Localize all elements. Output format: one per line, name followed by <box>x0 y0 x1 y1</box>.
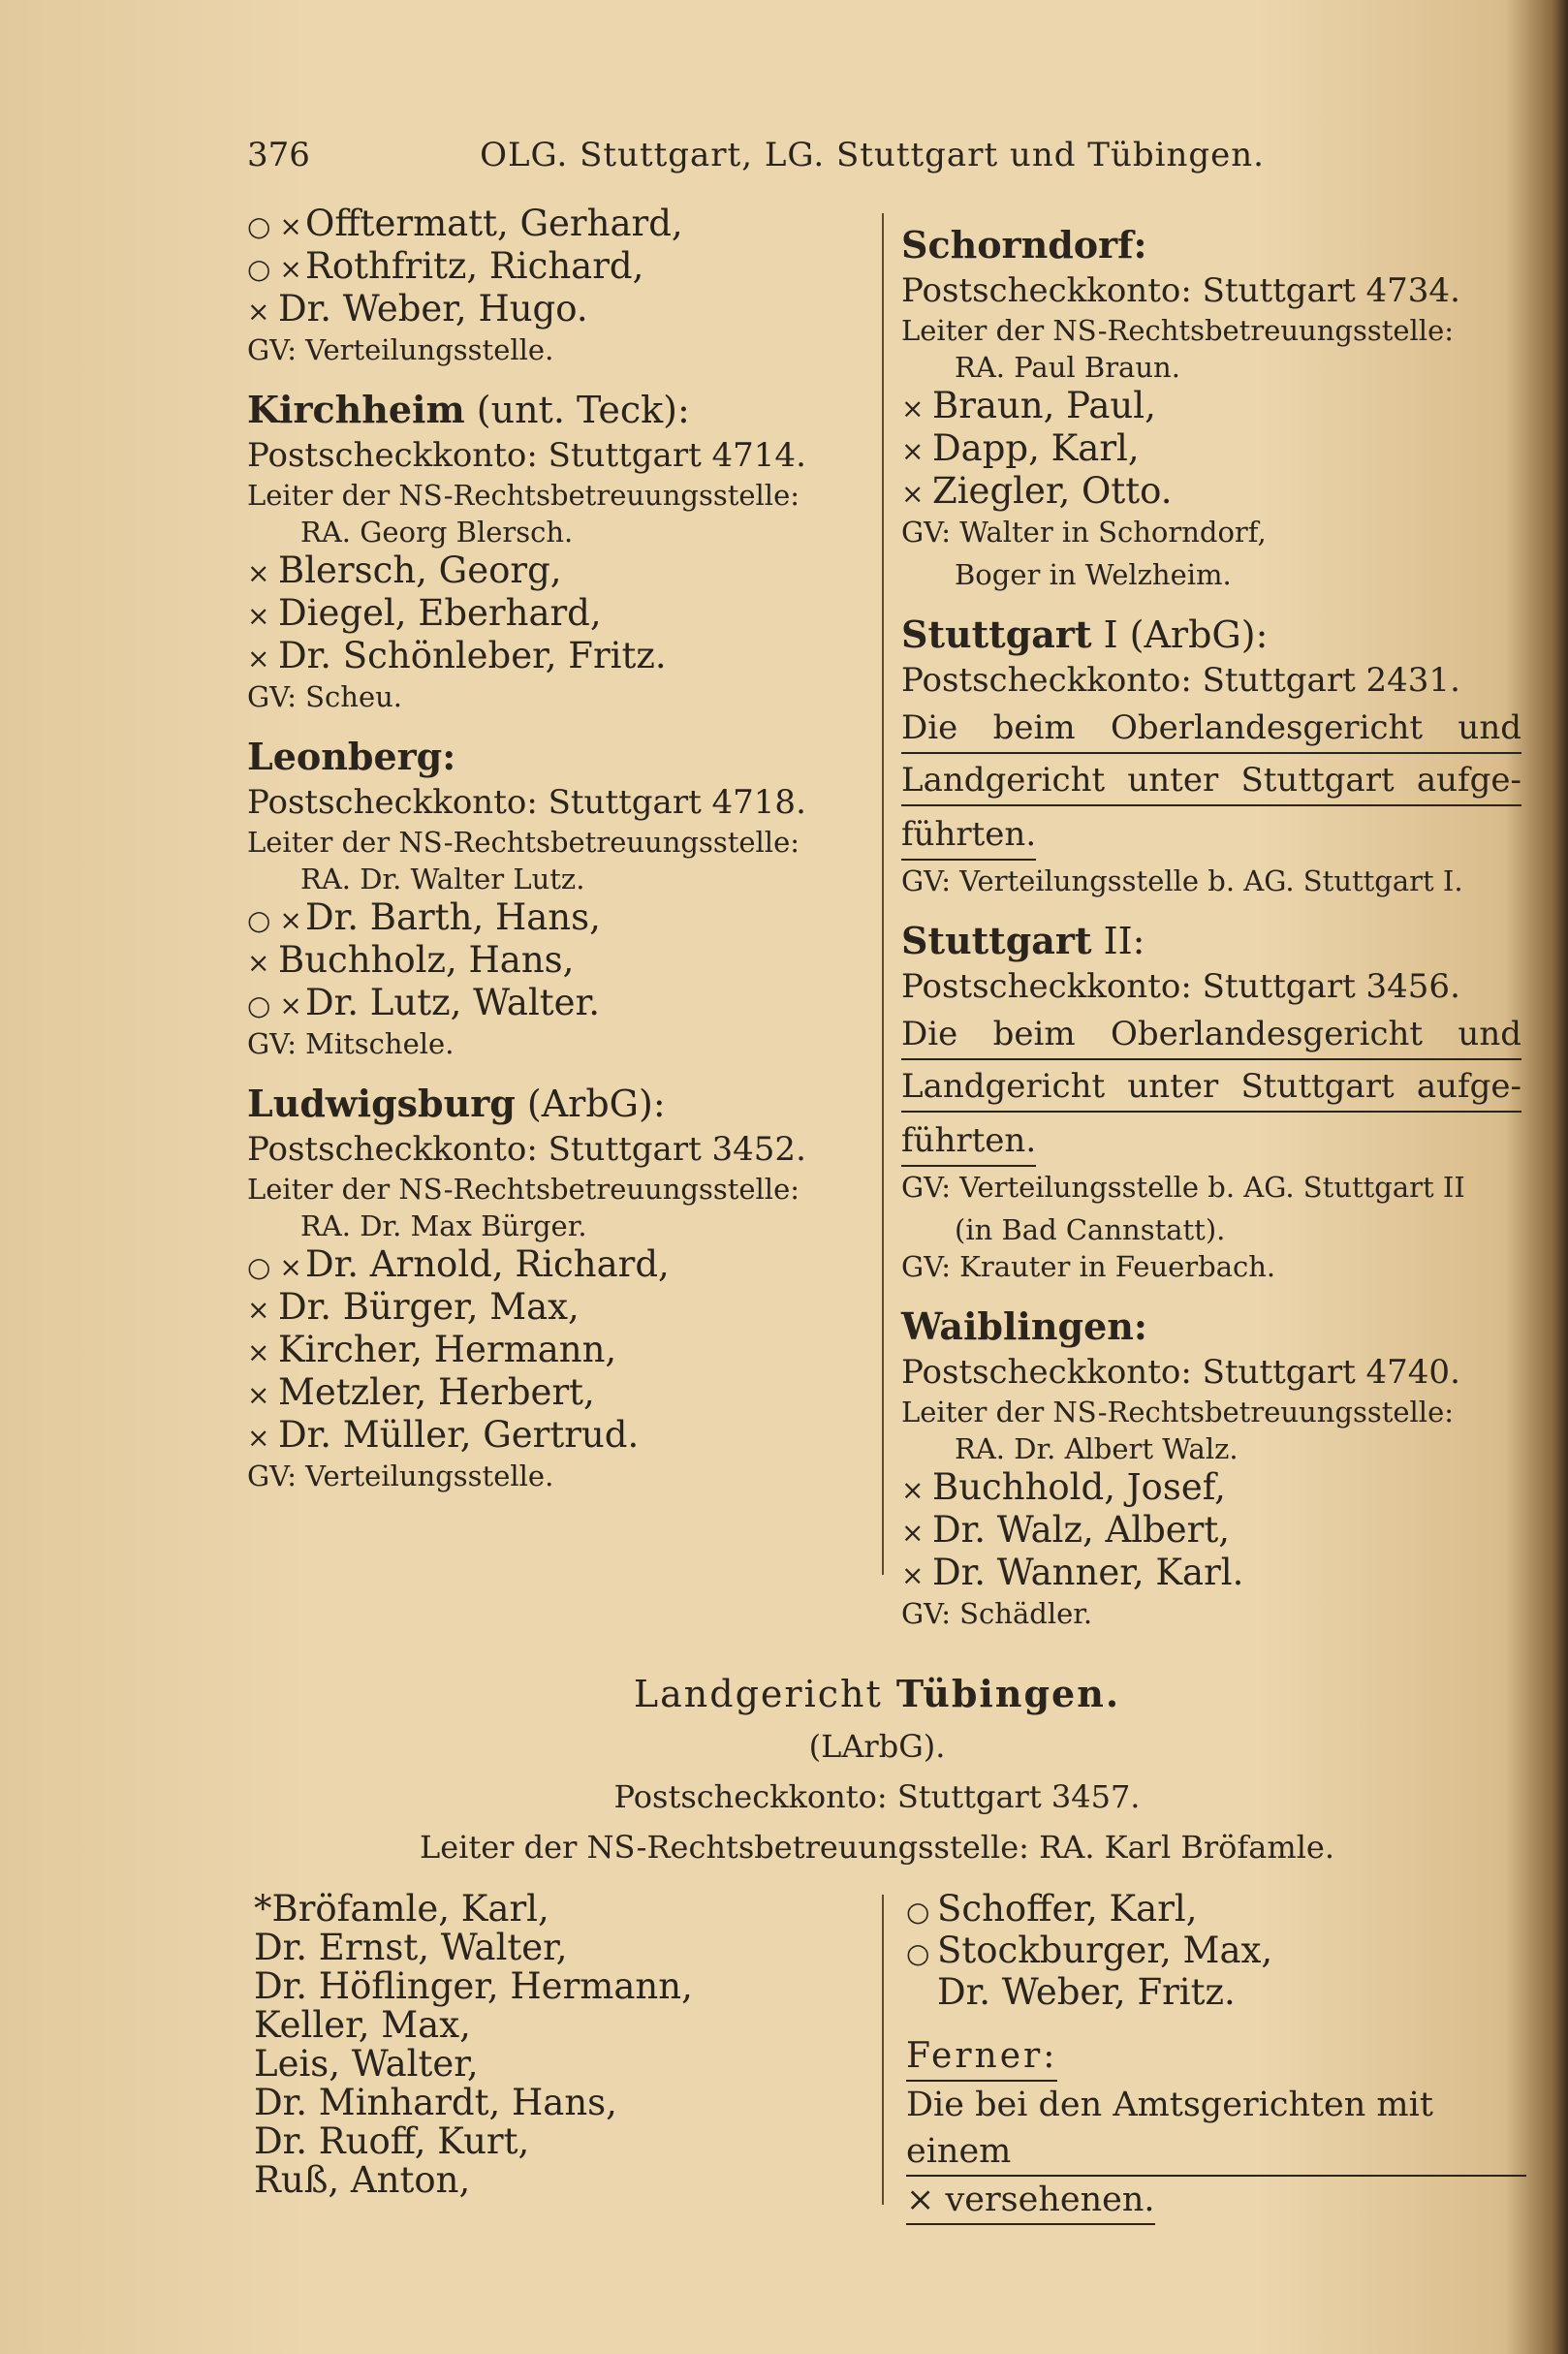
list-item: *Bröfamle, Karl, <box>254 1888 549 1930</box>
entry-mark: ○ × <box>247 1251 302 1283</box>
list-item: Dr. Ruoff, Kurt, <box>254 2120 530 2162</box>
leiter-line: Leiter der NS-Rechtsbetreuungsstelle: <box>901 314 1455 347</box>
list-item <box>247 897 867 940</box>
gv-line: GV: Walter in Schorndorf, <box>901 516 1267 549</box>
entry-mark: ○ × <box>247 253 302 285</box>
gv-line: GV: Krauter in Feuerbach. <box>901 1250 1276 1283</box>
list-item <box>247 1287 867 1330</box>
underlined-note: Landgericht unter Stuttgart aufge- <box>901 1062 1521 1113</box>
postscheck-line: Postscheckkonto: Stuttgart 4734. <box>901 271 1460 310</box>
court-heading <box>901 917 1521 965</box>
gv-line: GV: Verteilungsstelle b. AG. Stuttgart II <box>901 1171 1465 1204</box>
court-name: Kirchheim <box>247 388 465 431</box>
list-item <box>901 386 1521 428</box>
entry-name: Dr. Schönleber, Fritz. <box>278 635 667 676</box>
list-item <box>247 1372 867 1415</box>
entry-name: Ziegler, Otto. <box>932 470 1173 512</box>
underlined-note: Landgericht unter Stuttgart aufge- <box>901 756 1521 806</box>
column-divider <box>882 213 884 1575</box>
list-item <box>247 1244 867 1287</box>
entry-mark: × <box>247 600 270 632</box>
list-item <box>247 940 867 983</box>
list-item <box>906 1890 1526 1931</box>
indented-line: Boger in Welzheim. <box>955 558 1232 591</box>
entry-name: Diegel, Eberhard, <box>278 592 602 634</box>
entry-name: Dr. Weber, Fritz. <box>937 1971 1236 2013</box>
indented-line: RA. Dr. Walter Lutz. <box>300 863 585 895</box>
entry-name: Dr. Wanner, Karl. <box>932 1552 1244 1593</box>
postscheck-line: Postscheckkonto: Stuttgart 3452. <box>247 1130 806 1169</box>
landgericht-right-list <box>906 1890 1526 2225</box>
underlined-note-end: führten. <box>901 810 1036 861</box>
court-suffix: I (ArbG): <box>1091 613 1269 656</box>
landgericht-sub: (LArbG). <box>808 1728 946 1765</box>
court-suffix: (ArbG): <box>515 1083 666 1125</box>
column-divider-bottom <box>882 1895 884 2205</box>
underlined-note-end: führten. <box>901 1116 1036 1167</box>
entry-mark: × <box>247 1379 270 1411</box>
entry-name: Offtermatt, Gerhard, <box>305 203 683 244</box>
court-heading <box>901 1303 1521 1351</box>
entry-mark: × <box>247 557 270 589</box>
list-item: Ruß, Anton, <box>254 2159 471 2201</box>
postscheck-line: Postscheckkonto: Stuttgart 3456. <box>901 967 1460 1006</box>
entry-mark: × <box>247 1294 270 1326</box>
indented-line: (in Bad Cannstatt). <box>955 1213 1226 1246</box>
indented-line: RA. Dr. Max Bürger. <box>300 1209 587 1242</box>
entry-mark: ○ <box>906 1896 930 1928</box>
postscheck-line: Postscheckkonto: Stuttgart 2431. <box>901 661 1460 700</box>
gv-line: GV: Schädler. <box>901 1597 1093 1630</box>
entry-mark: × <box>247 947 270 979</box>
ferner-line-1: Die bei den Amtsgerichten mit einem <box>906 2082 1526 2177</box>
landgericht-leiter: Leiter der NS-Rechtsbetreuungsstelle: RA. Karl Bröfamle. <box>419 1829 1335 1866</box>
list-item <box>901 1467 1521 1510</box>
entry-mark: × <box>247 1336 270 1368</box>
page-title: OLG. Stuttgart, LG. Stuttgart und Tübingen. <box>480 136 1265 174</box>
court-name: Waiblingen: <box>901 1304 1147 1348</box>
list-item <box>247 1415 867 1458</box>
court-suffix: II: <box>1091 920 1145 962</box>
entry-name: Metzler, Herbert, <box>278 1371 595 1413</box>
list-item: Leis, Walter, <box>254 2043 479 2085</box>
court-name: Ludwigsburg <box>247 1082 516 1125</box>
landgericht-title-prefix: Landgericht <box>633 1673 896 1715</box>
list-item <box>906 1931 1526 1973</box>
list-item <box>247 983 867 1025</box>
entry-name: Dr. Lutz, Walter. <box>305 982 600 1023</box>
list-item <box>247 246 867 289</box>
list-item <box>901 1553 1521 1595</box>
gv-line: GV: Mitschele. <box>247 1027 455 1060</box>
entry-name: Dr. Barth, Hans, <box>305 896 601 938</box>
entry-mark: ○ × <box>247 210 302 242</box>
entry-mark: × <box>247 643 270 675</box>
landgericht-title <box>247 1667 1507 1721</box>
entry-name: Schoffer, Karl, <box>937 1888 1198 1930</box>
court-heading <box>247 386 867 434</box>
entry-name: Dr. Arnold, Richard, <box>305 1243 670 1285</box>
entry-mark: ○ × <box>247 989 302 1021</box>
entry-mark: × <box>901 478 925 510</box>
postscheck-line: Postscheckkonto: Stuttgart 4718. <box>247 783 806 822</box>
list-item <box>901 428 1521 471</box>
entry-name: Buchholz, Hans, <box>278 939 575 981</box>
entry-mark: × <box>901 1559 925 1591</box>
indented-line: RA. Georg Blersch. <box>300 516 574 549</box>
list-item <box>906 1973 1526 2012</box>
list-item <box>901 471 1521 514</box>
leiter-line: Leiter der NS-Rechtsbetreuungsstelle: <box>247 479 800 512</box>
entry-name: Stockburger, Max, <box>937 1930 1273 1971</box>
court-name: Stuttgart <box>901 919 1092 962</box>
ferner-line-2: × versehenen. <box>906 2177 1155 2225</box>
court-heading <box>901 221 1521 269</box>
list-item <box>247 636 867 678</box>
leiter-line: Leiter der NS-Rechtsbetreuungsstelle: <box>247 826 800 859</box>
list-item: Dr. Höflinger, Hermann, <box>254 1965 693 2007</box>
list-item <box>247 289 867 331</box>
postscheck-line: Postscheckkonto: Stuttgart 4740. <box>901 1353 1460 1392</box>
entry-mark: × <box>901 1474 925 1506</box>
entry-mark: × <box>247 1422 270 1454</box>
postscheck-line: Postscheckkonto: Stuttgart 4714. <box>247 436 806 475</box>
landgericht-section <box>247 1667 1507 1872</box>
list-item <box>247 593 867 636</box>
entry-mark: × <box>901 392 925 424</box>
court-name: Stuttgart <box>901 612 1092 656</box>
entry-mark: × <box>901 1517 925 1549</box>
underlined-note: Die beim Oberlandesgericht und <box>901 704 1521 754</box>
ferner-heading: Ferner: <box>906 2033 1057 2082</box>
entry-name: Rothfritz, Richard, <box>305 245 644 287</box>
list-item <box>247 204 867 246</box>
right-column <box>901 204 1521 1638</box>
indented-line: RA. Dr. Albert Walz. <box>955 1432 1239 1465</box>
court-name: Leonberg: <box>247 735 456 778</box>
left-column <box>247 204 867 1500</box>
entry-name: Dr. Weber, Hugo. <box>278 288 588 330</box>
landgericht-postscheck: Postscheckkonto: Stuttgart 3457. <box>613 1778 1141 1815</box>
entry-mark: × <box>901 435 925 467</box>
entry-mark: ○ × <box>247 904 302 936</box>
court-suffix: (unt. Teck): <box>464 389 690 431</box>
landgericht-title-bold: Tübingen. <box>895 1672 1121 1715</box>
entry-name: Kircher, Hermann, <box>278 1329 617 1370</box>
list-item <box>247 1330 867 1372</box>
entry-name: Braun, Paul, <box>932 385 1156 426</box>
court-heading <box>247 733 867 781</box>
entry-name: Dapp, Karl, <box>932 427 1140 469</box>
gv-line: GV: Verteilungsstelle b. AG. Stuttgart I. <box>901 864 1463 897</box>
gv-line: GV: Verteilungsstelle. <box>247 1459 554 1492</box>
entry-mark: ○ <box>906 1937 930 1969</box>
page-number: 376 <box>247 136 310 174</box>
court-heading <box>247 1080 867 1128</box>
gv-line: GV: Verteilungsstelle. <box>247 333 554 366</box>
entry-name: Blersch, Georg, <box>278 549 562 591</box>
indented-line: RA. Paul Braun. <box>955 351 1180 384</box>
list-item <box>901 1510 1521 1553</box>
underlined-note: Die beim Oberlandesgericht und <box>901 1010 1521 1060</box>
entry-name: Buchhold, Josef, <box>932 1466 1226 1508</box>
court-heading <box>901 611 1521 659</box>
leiter-line: Leiter der NS-Rechtsbetreuungsstelle: <box>247 1173 800 1206</box>
leiter-line: Leiter der NS-Rechtsbetreuungsstelle: <box>901 1396 1455 1428</box>
list-item: Dr. Ernst, Walter, <box>254 1927 568 1968</box>
entry-mark: × <box>247 296 270 328</box>
entry-name: Dr. Müller, Gertrud. <box>278 1414 640 1456</box>
landgericht-left-list <box>254 1890 855 2200</box>
page-header <box>247 136 1265 174</box>
court-name: Schorndorf: <box>901 223 1147 267</box>
entry-name: Dr. Bürger, Max, <box>278 1286 580 1328</box>
entry-name: Dr. Walz, Albert, <box>932 1509 1230 1551</box>
list-item: Dr. Minhardt, Hans, <box>254 2082 617 2123</box>
list-item: Keller, Max, <box>254 2004 471 2046</box>
gv-line: GV: Scheu. <box>247 680 403 713</box>
list-item <box>247 550 867 593</box>
